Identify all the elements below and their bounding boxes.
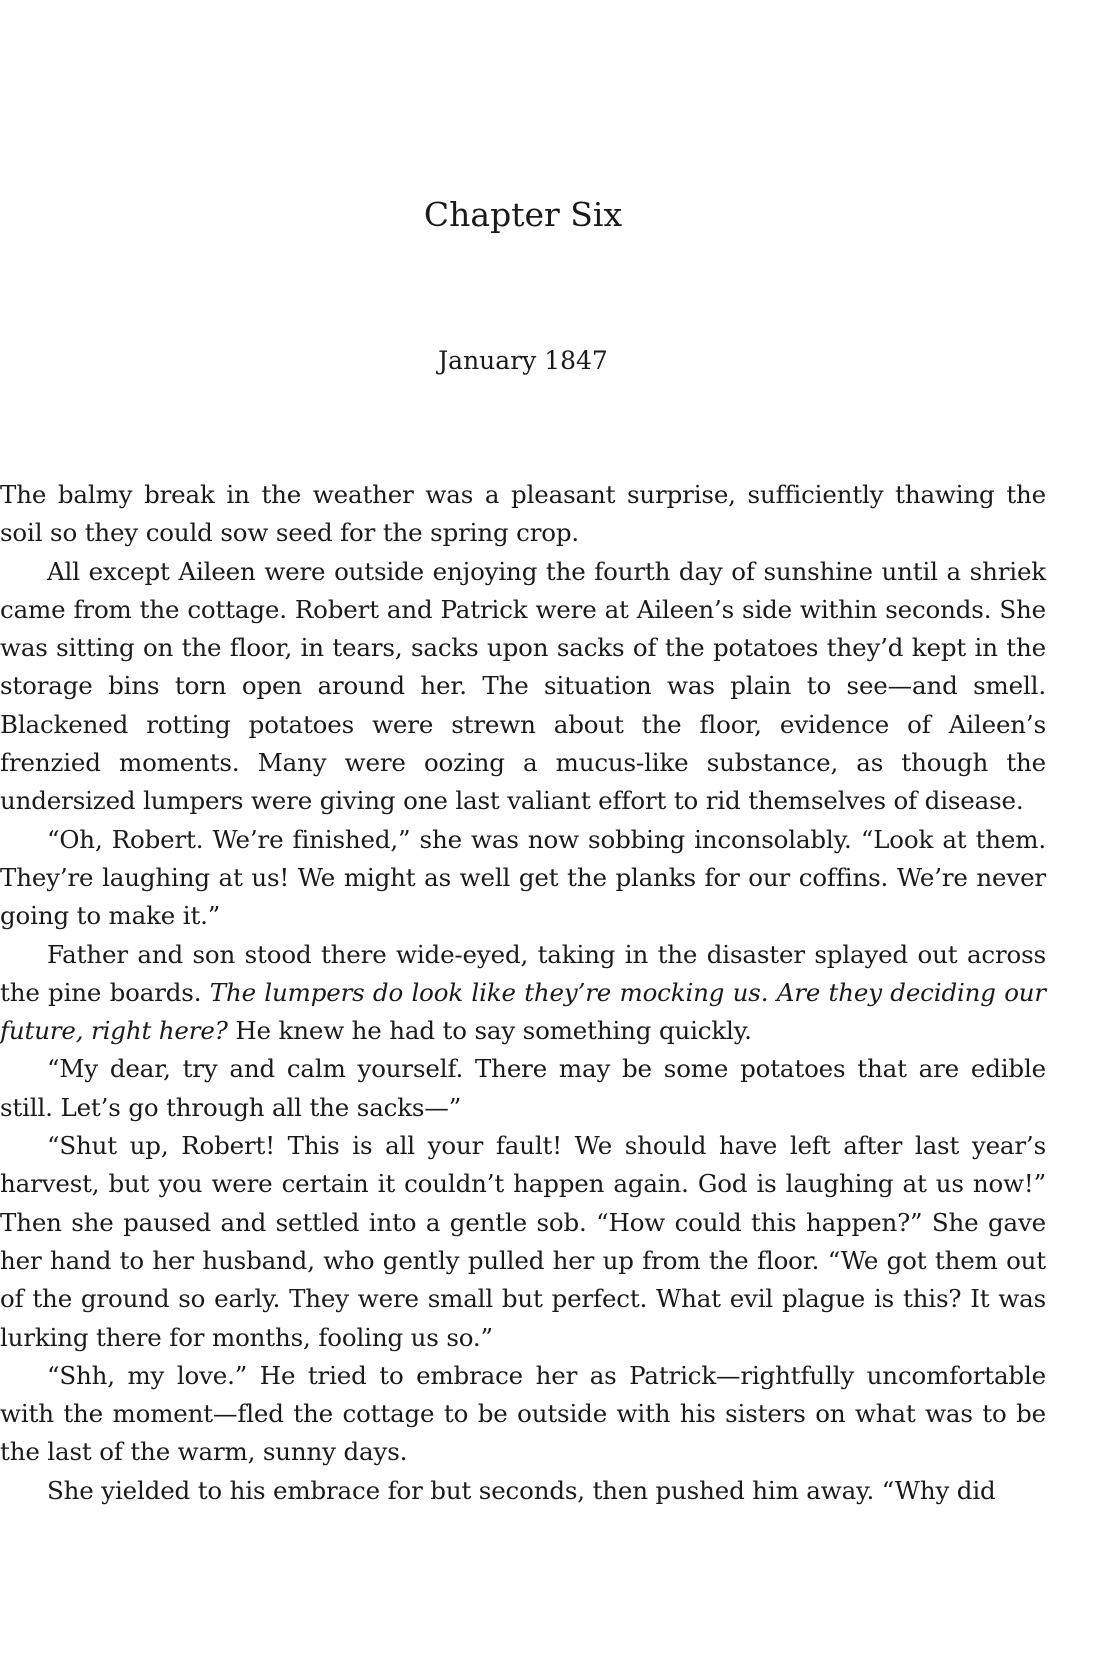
paragraph-4-italic-thought: The lumpers do look like they’re mocking us. Are they deciding our future, right here?: [0, 977, 1046, 1046]
paragraph-4-text-before: Father and son stood there wide-eyed, taking in the disaster splayed out across the pine boards.: [0, 939, 1046, 1007]
paragraph-6: “Shut up, Robert! This is all your fault! We should have left after last year’s harvest, but you were certain it couldn’t happen again. God is laughing at us now!” Then she paused and settled into a gentle sob. “How could this happen?” She gave her hand to her husband, who gently pulled her up from the floor. “We got them out of the ground so early. They were small but perfect. What evil plague is this? It was lurking there for months, fooling us so.”: [0, 1131, 1046, 1352]
chapter-date: January 1847: [438, 346, 608, 375]
paragraph-5: “My dear, try and calm yourself. There may be some potatoes that are edible still. Let’s go through all the sacks—”: [0, 1054, 1046, 1122]
chapter-body: [0, 476, 1046, 1510]
paragraph-8: She yielded to his embrace for but seconds, then pushed him away. “Why did: [47, 1475, 996, 1505]
paragraph-4-text-after: He knew he had to say something quickly.: [227, 1016, 752, 1046]
paragraph-3: “Oh, Robert. We’re finished,” she was now sobbing inconsolably. “Look at them. They’re laughing at us! We might as well get the planks for our coffins. We’re never going to make it.”: [0, 824, 1046, 931]
paragraph-2: All except Aileen were outside enjoying the fourth day of sunshine until a shriek came from the cottage. Robert and Patrick were at Aileen’s side within seconds. She was sitting on the floor, in tears, sacks upon sacks of the potatoes they’d kept in the storage bins torn open around her. The situation was plain to see—and smell. Blackened rotting potatoes were strewn about the floor, evidence of Aileen’s frenzied moments. Many were oozing a mucus-like substance, as though the undersized lumpers were giving one last valiant effort to rid themselves of disease.: [0, 556, 1046, 816]
paragraph-1: The balmy break in the weather was a pleasant surprise, sufficiently thawing the soil so they could sow seed for the spring crop.: [0, 480, 1046, 548]
paragraph-7: “Shh, my love.” He tried to embrace her as Patrick—rightfully uncomfortable with the moment—fled the cottage to be outside with his sisters on what was to be the last of the warm, sunny days.: [0, 1360, 1046, 1467]
chapter-title: Chapter Six: [423, 195, 623, 234]
paragraph-4: [0, 936, 1046, 1051]
